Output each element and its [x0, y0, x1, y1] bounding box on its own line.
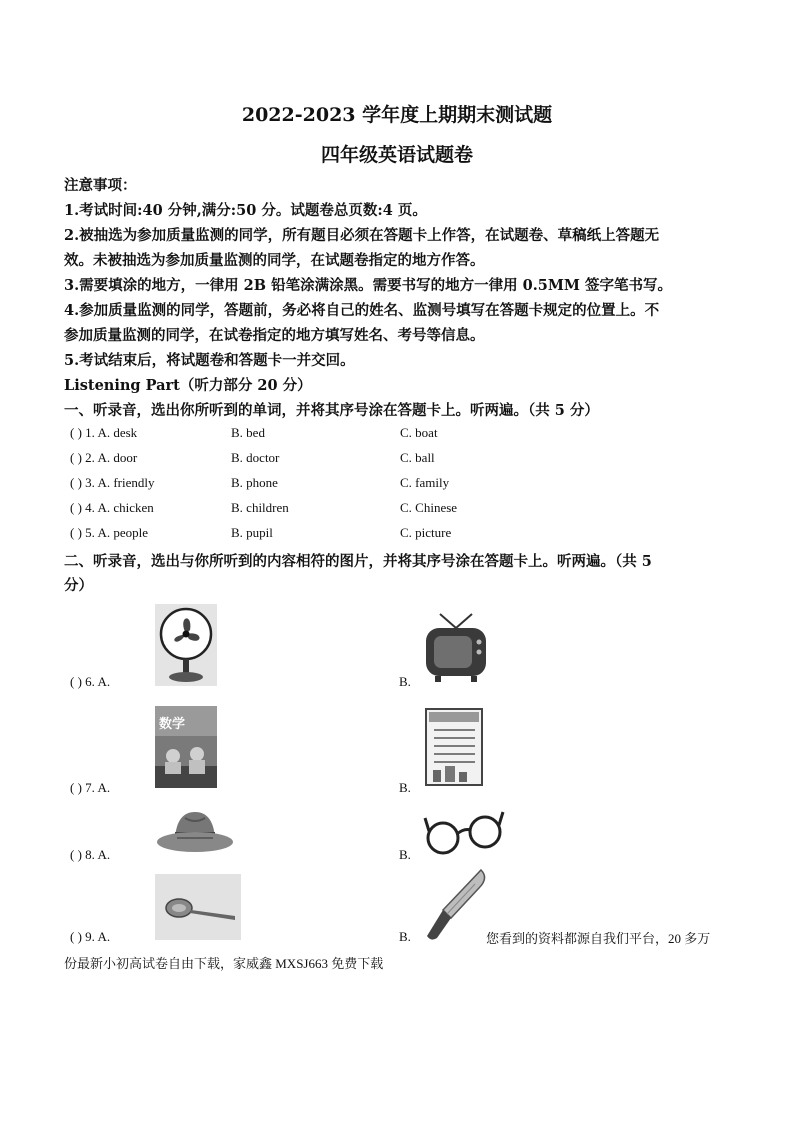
q1-option-b: B. bed: [231, 425, 265, 440]
q1-option-c: C. boat: [400, 425, 438, 440]
glasses-icon: [423, 806, 507, 858]
fan-icon: [155, 604, 217, 686]
note-2b: 效。未被抽选为参加质量监测的同学，在试题卷指定的地方作答。: [64, 252, 485, 269]
listening-heading: Listening Part（听力部分 20 分）: [64, 377, 312, 394]
q3-option-b: B. phone: [231, 475, 278, 490]
q5-stem: ( ) 5. A. people: [70, 525, 148, 540]
q2-option-b: B. doctor: [231, 450, 280, 465]
q1-stem: ( ) 1. A. desk: [70, 425, 138, 440]
note-4b: 参加质量监测的同学，在试卷指定的地方填写姓名、考号等信息。: [64, 327, 485, 344]
q3-stem: ( ) 3. A. friendly: [70, 475, 155, 490]
q9-option-b: B.: [399, 929, 411, 944]
spoon-icon: [155, 874, 241, 940]
q9-stem: ( ) 9. A.: [70, 929, 111, 944]
q4-stem: ( ) 4. A. chicken: [70, 500, 154, 515]
title-year: 2022-2023 学年度上期期末测试题: [241, 104, 553, 126]
section-2-instructions-cont: 分）: [64, 577, 93, 594]
notebook-icon: [423, 706, 485, 788]
section-2-instructions: 二、听录音，选出与你所听到的内容相符的图片，并将其序号涂在答题卡上。听两遍。（共 5: [64, 553, 652, 570]
note-4a: 4.参加质量监测的同学，答题前，务必将自己的姓名、监测号填写在答题卡规定的位置上。不: [64, 302, 660, 319]
q3-option-c: C. family: [400, 475, 450, 490]
notes-heading: 注意事项：: [64, 177, 137, 194]
q7-option-b: B.: [399, 780, 411, 795]
q7-stem: ( ) 7. A.: [70, 780, 111, 795]
math-book-label: 数学: [159, 717, 186, 732]
title-grade: 四年级英语试题卷: [320, 144, 473, 166]
q2-option-c: C. ball: [400, 450, 435, 465]
note-2a: 2.被抽选为参加质量监测的同学，所有题目必须在答题卡上作答，在试题卷、草稿纸上答题无: [64, 227, 660, 244]
q8-option-b: B.: [399, 847, 411, 862]
q4-option-c: C. Chinese: [400, 500, 458, 515]
ad-line-2: 份最新小初高试卷自由下载，家威鑫 MXSJ663 免费下载: [64, 956, 384, 971]
knife-icon: [423, 866, 489, 942]
q4-option-b: B. children: [231, 500, 289, 515]
note-5: 5.考试结束后，将试题卷和答题卡一并交回。: [64, 352, 355, 369]
note-1: 1.考试时间:40 分钟,满分:50 分。试题卷总页数:4 页。: [64, 202, 427, 219]
q6-stem: ( ) 6. A.: [70, 674, 111, 689]
television-icon: [423, 612, 489, 684]
q6-option-b: B.: [399, 674, 411, 689]
math-book-icon: [155, 706, 217, 788]
hat-icon: [155, 806, 235, 858]
note-3: 3.需要填涂的地方，一律用 2B 铅笔涂满涂黑。需要书写的地方一律用 0.5MM 签字笔书写。: [64, 277, 672, 294]
ad-line-1: 您看到的资料都源自我们平台，20 多万: [486, 931, 711, 946]
q5-option-b: B. pupil: [231, 525, 273, 540]
q8-stem: ( ) 8. A.: [70, 847, 111, 862]
q5-option-c: C. picture: [400, 525, 452, 540]
q2-stem: ( ) 2. A. door: [70, 450, 138, 465]
section-1-instructions: 一、听录音，选出你所听到的单词，并将其序号涂在答题卡上。听两遍。（共 5 分）: [64, 402, 599, 419]
